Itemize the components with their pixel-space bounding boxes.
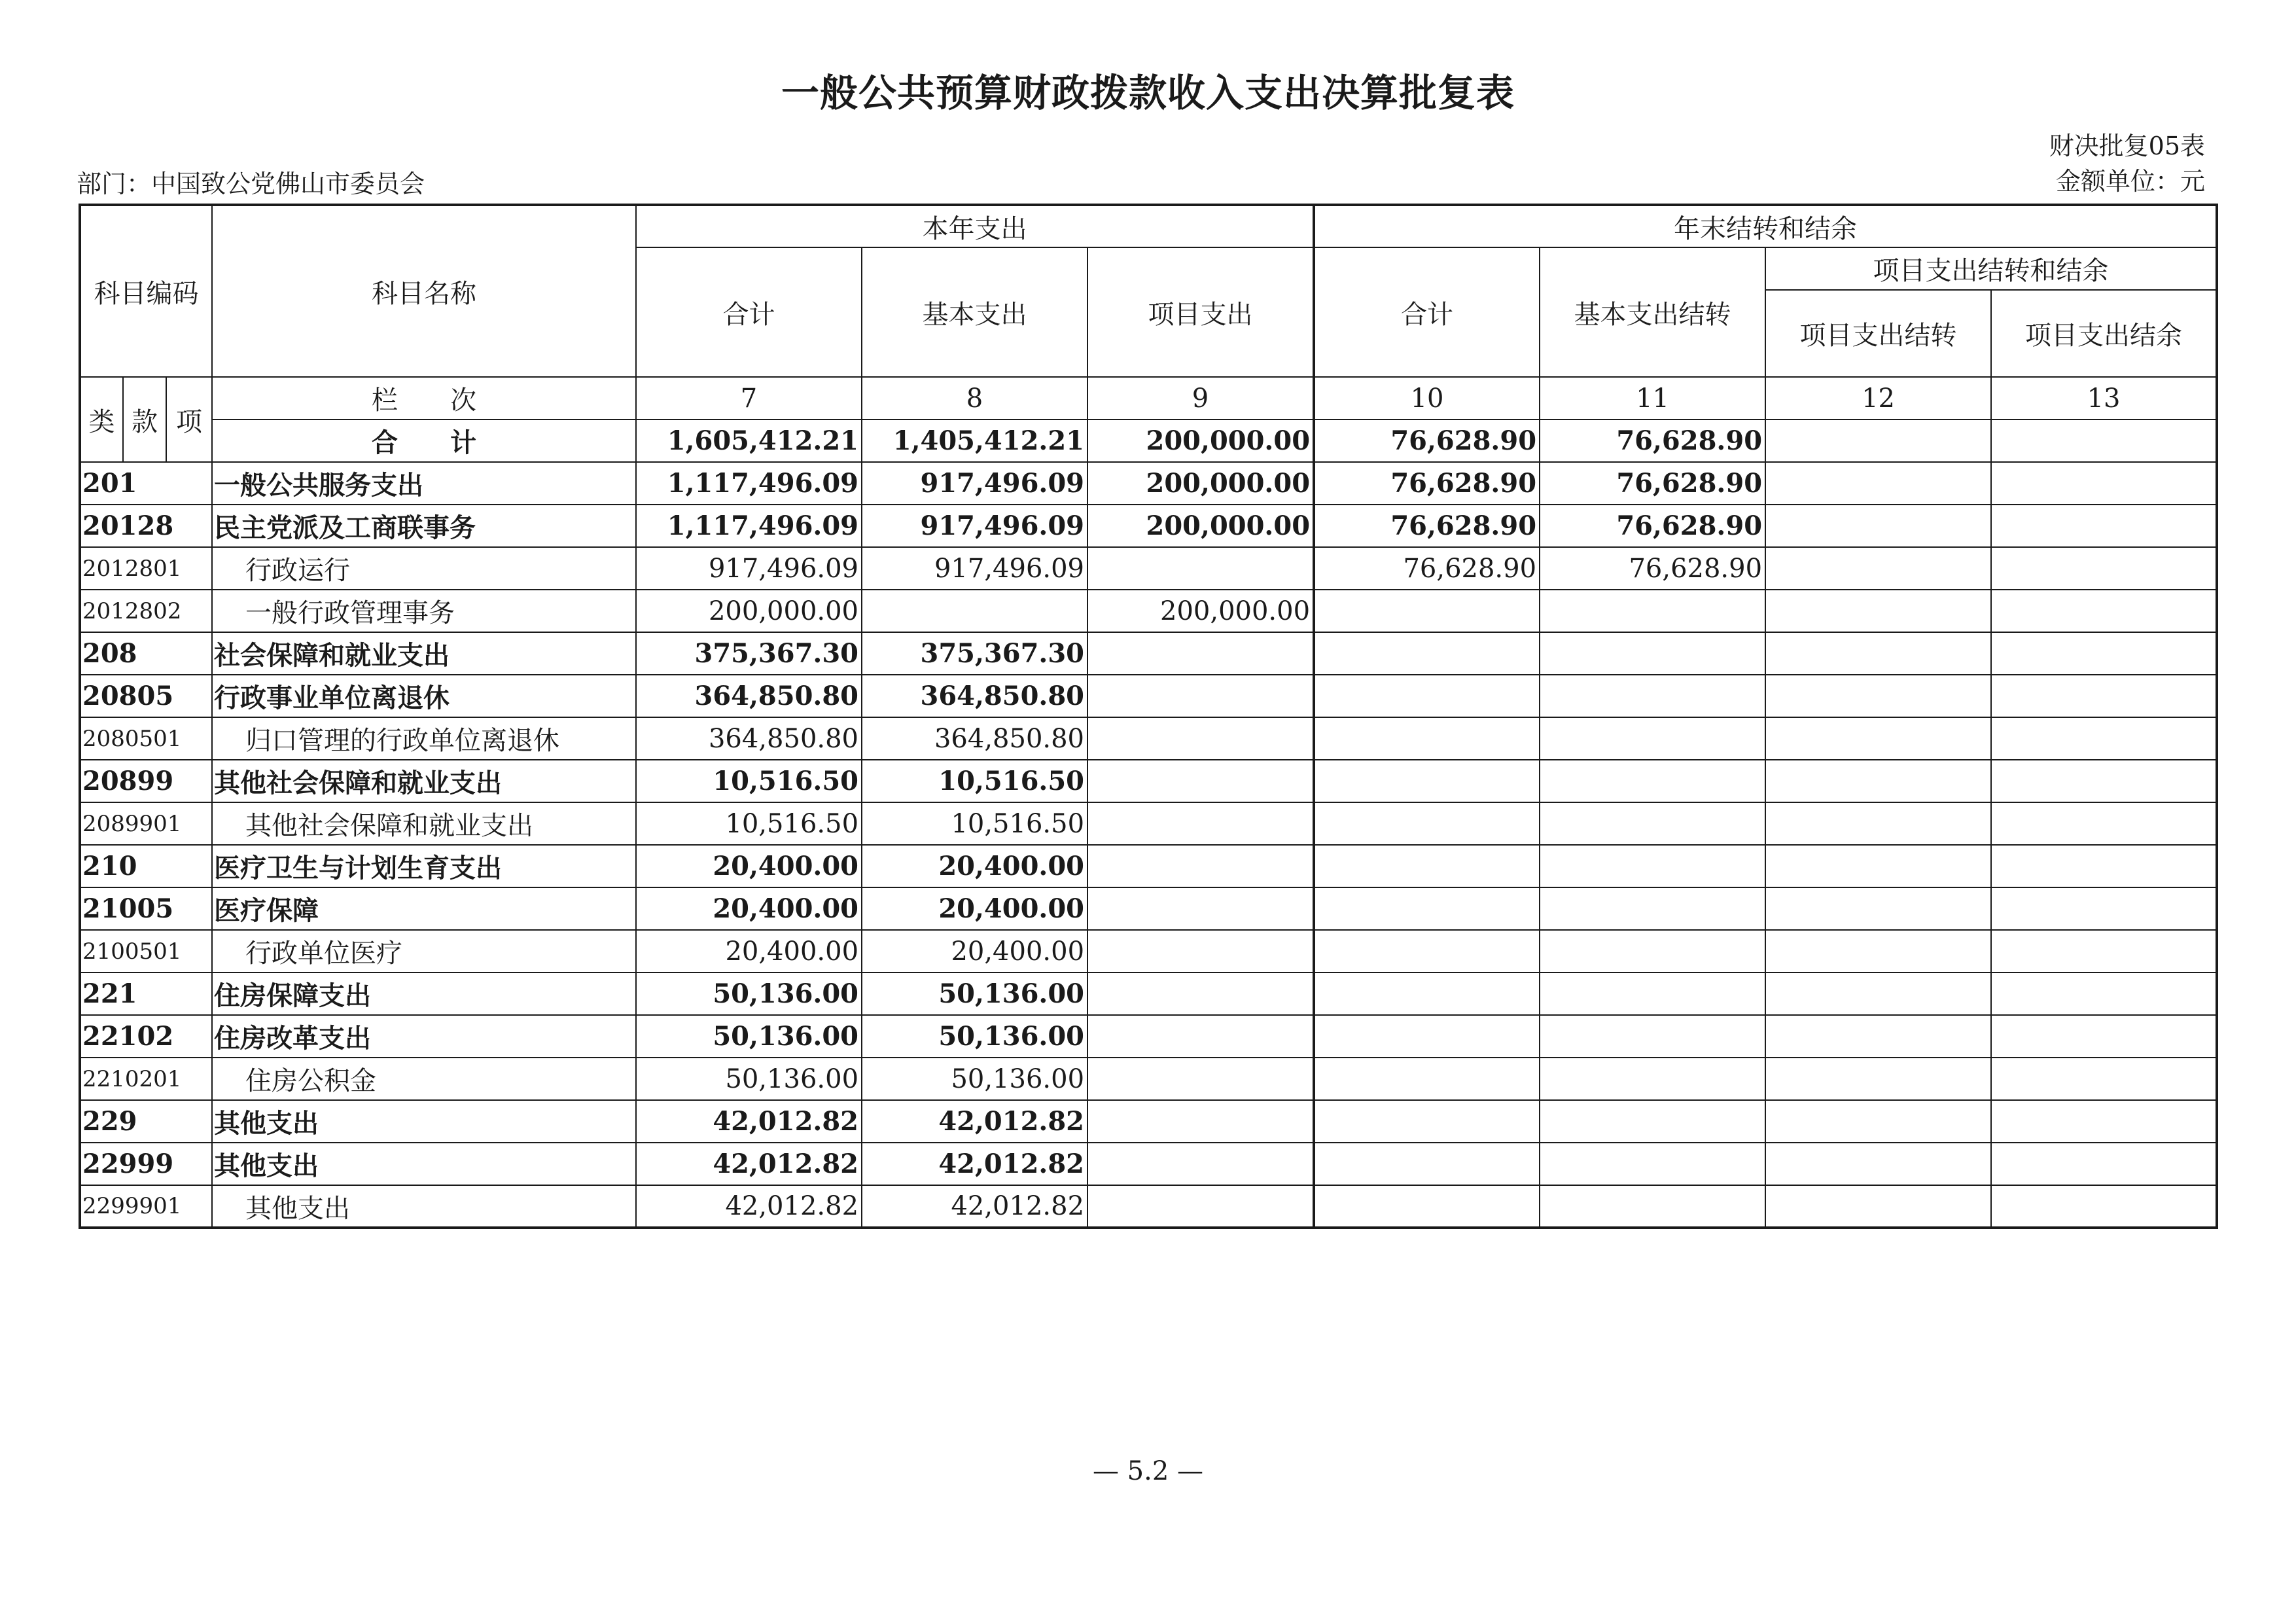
row-value-c8: 50,136.00 (862, 1058, 1087, 1100)
header-name: 科目名称 (212, 205, 636, 377)
row-value-c11 (1540, 675, 1765, 717)
row-code: 208 (80, 632, 212, 675)
row-code: 22999 (80, 1143, 212, 1185)
col-index-13: 13 (1991, 377, 2217, 419)
row-value-c13 (1991, 1143, 2217, 1185)
row-code: 2080501 (80, 717, 212, 760)
row-value-c13 (1991, 675, 2217, 717)
row-value-c12 (1765, 1015, 1991, 1058)
table-row (80, 845, 2217, 887)
row-value-c8: 364,850.80 (862, 675, 1087, 717)
row-code: 221 (80, 972, 212, 1015)
row-value-c13 (1991, 632, 2217, 675)
row-value-c13 (1991, 1058, 2217, 1100)
header-xiang: 项 (166, 377, 212, 462)
form-code: 财决批复05表 (2049, 132, 2205, 160)
row-value-c13 (1991, 717, 2217, 760)
row-value-c12 (1765, 1185, 1991, 1228)
row-value-c7: 20,400.00 (636, 887, 862, 930)
table-row (80, 632, 2217, 675)
total-c10: 76,628.90 (1314, 419, 1540, 462)
total-c13 (1991, 419, 2217, 462)
row-value-c9 (1087, 1185, 1314, 1228)
row-value-c7: 20,400.00 (636, 930, 862, 972)
row-name: 归口管理的行政单位离退休 (212, 717, 636, 760)
row-value-c13 (1991, 1015, 2217, 1058)
row-value-c13 (1991, 1185, 2217, 1228)
row-value-c9 (1087, 972, 1314, 1015)
row-name: 民主党派及工商联事务 (212, 505, 636, 547)
row-value-c8: 20,400.00 (862, 930, 1087, 972)
row-code: 20805 (80, 675, 212, 717)
header-project: 项目支出 (1087, 247, 1314, 377)
row-value-c12 (1765, 1143, 1991, 1185)
row-value-c10 (1314, 1015, 1540, 1058)
row-value-c10: 76,628.90 (1314, 462, 1540, 505)
header-basic: 基本支出 (862, 247, 1087, 377)
row-value-c7: 50,136.00 (636, 1058, 862, 1100)
row-value-c10 (1314, 1143, 1540, 1185)
row-value-c12 (1765, 505, 1991, 547)
row-value-c9 (1087, 1058, 1314, 1100)
row-value-c11 (1540, 1185, 1765, 1228)
row-value-c11 (1540, 1015, 1765, 1058)
row-value-c7: 917,496.09 (636, 547, 862, 590)
col-index-12: 12 (1765, 377, 1991, 419)
row-value-c10 (1314, 972, 1540, 1015)
row-name: 行政事业单位离退休 (212, 675, 636, 717)
row-name: 医疗卫生与计划生育支出 (212, 845, 636, 887)
row-code: 20128 (80, 505, 212, 547)
table-row (80, 1185, 2217, 1228)
row-name: 其他支出 (212, 1100, 636, 1143)
row-value-c12 (1765, 462, 1991, 505)
row-name: 其他社会保障和就业支出 (212, 802, 636, 845)
row-value-c8: 375,367.30 (862, 632, 1087, 675)
col-index-11: 11 (1540, 377, 1765, 419)
row-value-c11 (1540, 1058, 1765, 1100)
row-value-c12 (1765, 632, 1991, 675)
row-value-c10 (1314, 675, 1540, 717)
row-value-c12 (1765, 1058, 1991, 1100)
row-value-c10 (1314, 887, 1540, 930)
page-number: — 5.2 — (1092, 1456, 1204, 1486)
row-value-c8: 917,496.09 (862, 547, 1087, 590)
row-value-c13 (1991, 462, 2217, 505)
row-value-c8: 42,012.82 (862, 1100, 1087, 1143)
row-value-c12 (1765, 1100, 1991, 1143)
row-value-c8: 10,516.50 (862, 760, 1087, 802)
header-project-carry: 项目支出结转 (1765, 290, 1991, 377)
total-c7: 1,605,412.21 (636, 419, 862, 462)
col-index-7: 7 (636, 377, 862, 419)
row-value-c9 (1087, 547, 1314, 590)
col-index-9: 9 (1087, 377, 1314, 419)
row-code: 2299901 (80, 1185, 212, 1228)
row-value-c10 (1314, 845, 1540, 887)
table-row (80, 1143, 2217, 1185)
row-value-c11 (1540, 930, 1765, 972)
row-name: 行政单位医疗 (212, 930, 636, 972)
row-value-c13 (1991, 590, 2217, 632)
row-name: 其他支出 (212, 1185, 636, 1228)
header-project-carryover-group: 项目支出结转和结余 (1765, 247, 2217, 290)
row-value-c12 (1765, 887, 1991, 930)
table-row (80, 462, 2217, 505)
row-name: 一般公共服务支出 (212, 462, 636, 505)
row-name: 其他社会保障和就业支出 (212, 760, 636, 802)
row-value-c9 (1087, 632, 1314, 675)
col-index-10: 10 (1314, 377, 1540, 419)
row-value-c8: 42,012.82 (862, 1143, 1087, 1185)
row-code: 201 (80, 462, 212, 505)
row-value-c10: 76,628.90 (1314, 505, 1540, 547)
table-row (80, 505, 2217, 547)
row-value-c12 (1765, 760, 1991, 802)
row-code: 2089901 (80, 802, 212, 845)
header-project-balance: 项目支出结余 (1991, 290, 2217, 377)
row-value-c11 (1540, 1100, 1765, 1143)
header-column-index: 栏 次 (212, 377, 636, 419)
row-value-c12 (1765, 590, 1991, 632)
table-row (80, 887, 2217, 930)
header-total2: 合计 (1314, 247, 1540, 377)
table-row (80, 717, 2217, 760)
row-value-c9 (1087, 887, 1314, 930)
row-name: 住房改革支出 (212, 1015, 636, 1058)
row-value-c12 (1765, 930, 1991, 972)
row-value-c9: 200,000.00 (1087, 590, 1314, 632)
row-value-c9 (1087, 930, 1314, 972)
row-name: 行政运行 (212, 547, 636, 590)
row-code: 2210201 (80, 1058, 212, 1100)
row-value-c11 (1540, 1143, 1765, 1185)
row-value-c9 (1087, 1143, 1314, 1185)
table-row (80, 760, 2217, 802)
row-value-c8: 50,136.00 (862, 1015, 1087, 1058)
row-value-c12 (1765, 972, 1991, 1015)
table-row (80, 972, 2217, 1015)
row-name: 社会保障和就业支出 (212, 632, 636, 675)
header-lei: 类 (80, 377, 123, 462)
row-value-c7: 1,117,496.09 (636, 462, 862, 505)
row-value-c12 (1765, 547, 1991, 590)
row-value-c9 (1087, 675, 1314, 717)
row-value-c7: 50,136.00 (636, 972, 862, 1015)
table-row (80, 930, 2217, 972)
row-value-c7: 50,136.00 (636, 1015, 862, 1058)
row-value-c7: 1,117,496.09 (636, 505, 862, 547)
row-value-c10 (1314, 760, 1540, 802)
row-value-c12 (1765, 802, 1991, 845)
row-value-c13 (1991, 547, 2217, 590)
row-value-c7: 364,850.80 (636, 675, 862, 717)
table-body (80, 462, 2217, 1228)
table-row (80, 1100, 2217, 1143)
row-value-c7: 10,516.50 (636, 802, 862, 845)
row-value-c8 (862, 590, 1087, 632)
row-value-c10 (1314, 632, 1540, 675)
row-value-c13 (1991, 972, 2217, 1015)
row-value-c8: 10,516.50 (862, 802, 1087, 845)
row-value-c8: 917,496.09 (862, 462, 1087, 505)
row-value-c7: 42,012.82 (636, 1100, 862, 1143)
row-code: 210 (80, 845, 212, 887)
total-c11: 76,628.90 (1540, 419, 1765, 462)
row-code: 2012801 (80, 547, 212, 590)
row-name: 住房保障支出 (212, 972, 636, 1015)
row-value-c13 (1991, 930, 2217, 972)
row-value-c11 (1540, 845, 1765, 887)
department-label: 部门：中国致公党佛山市委员会 (77, 169, 425, 198)
row-value-c11 (1540, 590, 1765, 632)
table-row (80, 590, 2217, 632)
row-value-c10 (1314, 590, 1540, 632)
row-value-c13 (1991, 802, 2217, 845)
row-value-c9 (1087, 845, 1314, 887)
row-value-c11 (1540, 632, 1765, 675)
header-total: 合计 (636, 247, 862, 377)
row-value-c7: 20,400.00 (636, 845, 862, 887)
row-code: 2100501 (80, 930, 212, 972)
row-value-c10 (1314, 802, 1540, 845)
row-value-c12 (1765, 717, 1991, 760)
row-value-c11: 76,628.90 (1540, 547, 1765, 590)
row-value-c9 (1087, 1100, 1314, 1143)
total-c9: 200,000.00 (1087, 419, 1314, 462)
row-value-c13 (1991, 760, 2217, 802)
table-row (80, 675, 2217, 717)
row-name: 其他支出 (212, 1143, 636, 1185)
row-value-c8: 50,136.00 (862, 972, 1087, 1015)
row-value-c11 (1540, 802, 1765, 845)
row-value-c11: 76,628.90 (1540, 505, 1765, 547)
row-value-c13 (1991, 1100, 2217, 1143)
grand-total-label: 合 计 (212, 419, 636, 462)
row-value-c11: 76,628.90 (1540, 462, 1765, 505)
row-value-c10 (1314, 717, 1540, 760)
row-value-c11 (1540, 887, 1765, 930)
row-code: 21005 (80, 887, 212, 930)
total-c8: 1,405,412.21 (862, 419, 1087, 462)
row-value-c7: 375,367.30 (636, 632, 862, 675)
row-value-c8: 364,850.80 (862, 717, 1087, 760)
row-value-c10: 76,628.90 (1314, 547, 1540, 590)
header-carryover: 年末结转和结余 (1314, 205, 2217, 247)
table-row (80, 547, 2217, 590)
row-value-c10 (1314, 1100, 1540, 1143)
amount-unit: 金额单位：元 (2055, 167, 2205, 196)
row-value-c8: 20,400.00 (862, 845, 1087, 887)
row-value-c10 (1314, 930, 1540, 972)
row-value-c10 (1314, 1185, 1540, 1228)
row-value-c9 (1087, 717, 1314, 760)
header-code: 科目编码 (80, 205, 212, 377)
table-row (80, 1015, 2217, 1058)
row-code: 2012802 (80, 590, 212, 632)
row-value-c11 (1540, 760, 1765, 802)
row-value-c8: 917,496.09 (862, 505, 1087, 547)
row-value-c11 (1540, 717, 1765, 760)
header-kuan: 款 (123, 377, 166, 462)
row-value-c9 (1087, 802, 1314, 845)
row-code: 22102 (80, 1015, 212, 1058)
header-current-expense: 本年支出 (636, 205, 1314, 247)
row-value-c7: 10,516.50 (636, 760, 862, 802)
row-value-c9: 200,000.00 (1087, 505, 1314, 547)
row-value-c7: 42,012.82 (636, 1143, 862, 1185)
col-index-8: 8 (862, 377, 1087, 419)
row-value-c8: 20,400.00 (862, 887, 1087, 930)
row-code: 20899 (80, 760, 212, 802)
row-value-c9 (1087, 760, 1314, 802)
total-c12 (1765, 419, 1991, 462)
row-value-c9: 200,000.00 (1087, 462, 1314, 505)
table-row (80, 802, 2217, 845)
row-name: 一般行政管理事务 (212, 590, 636, 632)
row-value-c11 (1540, 972, 1765, 1015)
row-value-c12 (1765, 845, 1991, 887)
row-value-c9 (1087, 1015, 1314, 1058)
row-value-c13 (1991, 505, 2217, 547)
table-row (80, 1058, 2217, 1100)
row-value-c8: 42,012.82 (862, 1185, 1087, 1228)
row-value-c7: 364,850.80 (636, 717, 862, 760)
budget-table (79, 204, 2218, 1229)
row-value-c10 (1314, 1058, 1540, 1100)
header-basic-carry: 基本支出结转 (1540, 247, 1765, 377)
row-name: 住房公积金 (212, 1058, 636, 1100)
row-value-c13 (1991, 887, 2217, 930)
row-value-c12 (1765, 675, 1991, 717)
row-code: 229 (80, 1100, 212, 1143)
page-title: 一般公共预算财政拨款收入支出决算批复表 (781, 71, 1515, 115)
row-value-c7: 42,012.82 (636, 1185, 862, 1228)
row-value-c7: 200,000.00 (636, 590, 862, 632)
row-name: 医疗保障 (212, 887, 636, 930)
row-value-c13 (1991, 845, 2217, 887)
